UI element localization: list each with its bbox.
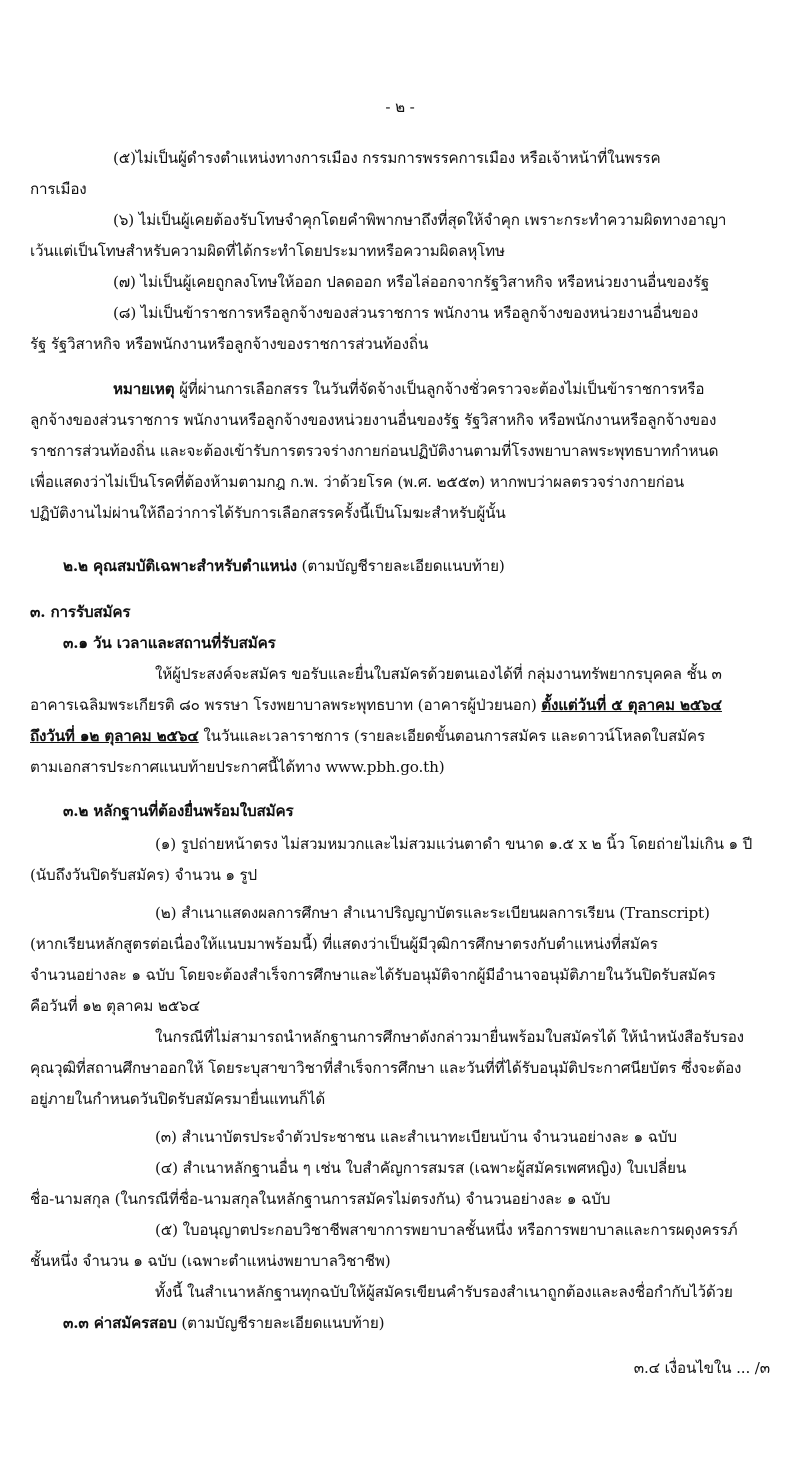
qualification-8-line1: (๘) ไม่เป็นข้าราชการหรือลูกจ้างของส่วนราชการ พนักงาน หรือลูกจ้างของหน่วยงานอื่นของ [113, 304, 699, 322]
document-4-line2: ชื่อ-นามสกุล (ในกรณีที่ชื่อ-นามสกุลในหลักฐานการสมัครไม่ตรงกัน) จำนวนอย่างละ ๑ ฉบับ [30, 1190, 611, 1208]
section-3-3-note: (ตามบัญชีรายละเอียดแนบท้าย) [176, 1314, 385, 1332]
document-2-line3: จำนวนอย่างละ ๑ ฉบับ โดยจะต้องสำเร็จการศึกษาและได้รับอนุมัติจากผู้มีอำนาจอนุมัติภายในวันปิดรับสมัคร [30, 966, 716, 984]
section-3-2-heading: ๓.๒ หลักฐานที่ต้องยื่นพร้อมใบสมัคร [63, 802, 294, 820]
document-2-line2: (หากเรียนหลักสูตรต่อเนื่องให้แนบมาพร้อมนี้) ที่แสดงว่าเป็นผู้มีวุฒิการศึกษาตรงกับตำแหน่งที่สมัคร [30, 935, 658, 953]
document-2-line4: คือวันที่ ๑๒ ตุลาคม ๒๕๖๔ [30, 997, 200, 1015]
section-2-2-heading: ๒.๒ คุณสมบัติเฉพาะสำหรับตำแหน่ง [63, 557, 297, 575]
application-end-date: ถึงวันที่ ๑๒ ตุลาคม ๒๕๖๔ [30, 727, 199, 745]
document-4-line1: (๔) สำเนาหลักฐานอื่น ๆ เช่น ใบสำคัญการสมรส (เฉพาะผู้สมัครเพศหญิง) ใบเปลี่ยน [155, 1159, 687, 1177]
certification-note: ทั้งนี้ ในสำเนาหลักฐานทุกฉบับให้ผู้สมัครเขียนคำรับรองสำเนาถูกต้องและลงชื่อกำกับไว้ด้วย [155, 1283, 733, 1301]
section-3-1-line2 [30, 694, 800, 716]
document-2-line1: (๒) สำเนาแสดงผลการศึกษา สำเนาปริญญาบัตรและระเบียนผลการเรียน (Transcript) [155, 904, 710, 922]
note-text: ผู้ที่ผ่านการเลือกสรร ในวันที่จัดจ้างเป็นลูกจ้างชั่วคราวจะต้องไม่เป็นข้าราชการหรือ [174, 380, 705, 398]
section-3-1-heading: ๓.๑ วัน เวลาและสถานที่รับสมัคร [63, 634, 276, 652]
document-5-line2: ชั้นหนึ่ง จำนวน ๑ ฉบับ (เฉพาะตำแหน่งพยาบาลวิชาชีพ) [30, 1252, 391, 1270]
document-1-line1: (๑) รูปถ่ายหน้าตรง ไม่สวมหมวกและไม่สวมแว่นตาดำ ขนาด ๑.๕ x ๒ นิ้ว โดยถ่ายไม่เกิน ๑ ปี [155, 835, 753, 853]
alternative-proof-line2: คุณวุฒิที่สถานศึกษาออกให้ โดยระบุสาขาวิชาที่สำเร็จการศึกษา และวันที่ที่ได้รับอนุมัติประกาศนียบัตร ซึ่งจะต้อง [30, 1059, 742, 1077]
note-line1 [113, 378, 793, 400]
continuation-marker: ๓.๔ เงื่อนไขใน ... /๓ [633, 1359, 770, 1377]
section-3-1-line4: ตามเอกสารประกาศแนบท้ายประกาศนี้ได้ทาง www.pbh.go.th) [30, 758, 445, 776]
qualification-5-line1: (๕)ไม่เป็นผู้ดำรงตำแหน่งทางการเมือง กรรมการพรรคการเมือง หรือเจ้าหน้าที่ในพรรค [113, 149, 661, 167]
qualification-6-line2: เว้นแต่เป็นโทษสำหรับความผิดที่ได้กระทำโดยประมาทหรือความผิดลหุโทษ [30, 242, 505, 260]
section-3-3-heading: ๓.๓ ค่าสมัครสอบ [63, 1314, 177, 1332]
note-line4: เพื่อแสดงว่าไม่เป็นโรคที่ต้องห้ามตามกฎ ก.พ. ว่าด้วยโรค (พ.ศ. ๒๕๕๓) หากพบว่าผลตรวจร่างกายก่อน [30, 473, 684, 491]
document-5-line1: (๕) ใบอนุญาตประกอบวิชาชีพสาขาการพยาบาลชั้นหนึ่ง หรือการพยาบาลและการผดุงครรภ์ [155, 1221, 738, 1239]
alternative-proof-line1: ในกรณีที่ไม่สามารถนำหลักฐานการศึกษาดังกล่าวมายื่นพร้อมใบสมัครได้ ให้นำหนังสือรับรอง [155, 1028, 744, 1046]
note-line3: ราชการส่วนท้องถิ่น และจะต้องเข้ารับการตรวจร่างกายก่อนปฏิบัติงานตามที่โรงพยาบาลพระพุทธบาทกำหนด [30, 442, 719, 460]
qualification-6-line1: (๖) ไม่เป็นผู้เคยต้องรับโทษจำคุกโดยคำพิพากษาถึงที่สุดให้จำคุก เพราะกระทำความผิดทางอาญา [113, 211, 727, 229]
application-start-date: ตั้งแต่วันที่ ๕ ตุลาคม ๒๕๖๔ [541, 696, 722, 714]
document-3: (๓) สำเนาบัตรประจำตัวประชาชน และสำเนาทะเบียนบ้าน จำนวนอย่างละ ๑ ฉบับ [155, 1128, 677, 1146]
section-3-1-line3 [30, 725, 800, 747]
note-label: หมายเหตุ [113, 380, 175, 398]
section-3-1-location: อาคารเฉลิมพระเกียรติ ๘๐ พรรษา โรงพยาบาลพระพุทธบาท (อาคารผู้ป่วยนอก) [30, 696, 542, 714]
qualification-8-line2: รัฐ รัฐวิสาหกิจ หรือพนักงานหรือลูกจ้างของราชการส่วนท้องถิ่น [30, 335, 429, 353]
section-3-3 [63, 1312, 800, 1334]
section-3-1-hours: ในวันและเวลาราชการ (รายละเอียดขั้นตอนการสมัคร และดาวน์โหลดใบสมัคร [198, 727, 705, 745]
note-line2: ลูกจ้างของส่วนราชการ พนักงานหรือลูกจ้างของหน่วยงานอื่นของรัฐ รัฐวิสาหกิจ หรือพนักงานหรือลูกจ้างของ [30, 411, 717, 429]
section-3-heading: ๓. การรับสมัคร [30, 603, 131, 621]
note-line5: ปฏิบัติงานไม่ผ่านให้ถือว่าการได้รับการเลือกสรรครั้งนี้เป็นโมฆะสำหรับผู้นั้น [30, 504, 506, 522]
qualification-7: (๗) ไม่เป็นผู้เคยถูกลงโทษให้ออก ปลดออก หรือไล่ออกจากรัฐวิสาหกิจ หรือหน่วยงานอื่นของรัฐ [113, 273, 710, 291]
page-number: - ๒ - [385, 98, 415, 116]
section-2-2 [63, 555, 800, 577]
section-2-2-note: (ตามบัญชีรายละเอียดแนบท้าย) [296, 557, 505, 575]
alternative-proof-line3: อยู่ภายในกำหนดวันปิดรับสมัครมายื่นแทนก็ได้ [30, 1090, 326, 1108]
qualification-5-line2: การเมือง [30, 180, 87, 198]
section-3-1-line1: ให้ผู้ประสงค์จะสมัคร ขอรับและยื่นใบสมัครด้วยตนเองได้ที่ กลุ่มงานทรัพยากรบุคคล ชั้น ๓ [155, 665, 722, 683]
document-1-line2: (นับถึงวันปิดรับสมัคร) จำนวน ๑ รูป [30, 866, 258, 884]
